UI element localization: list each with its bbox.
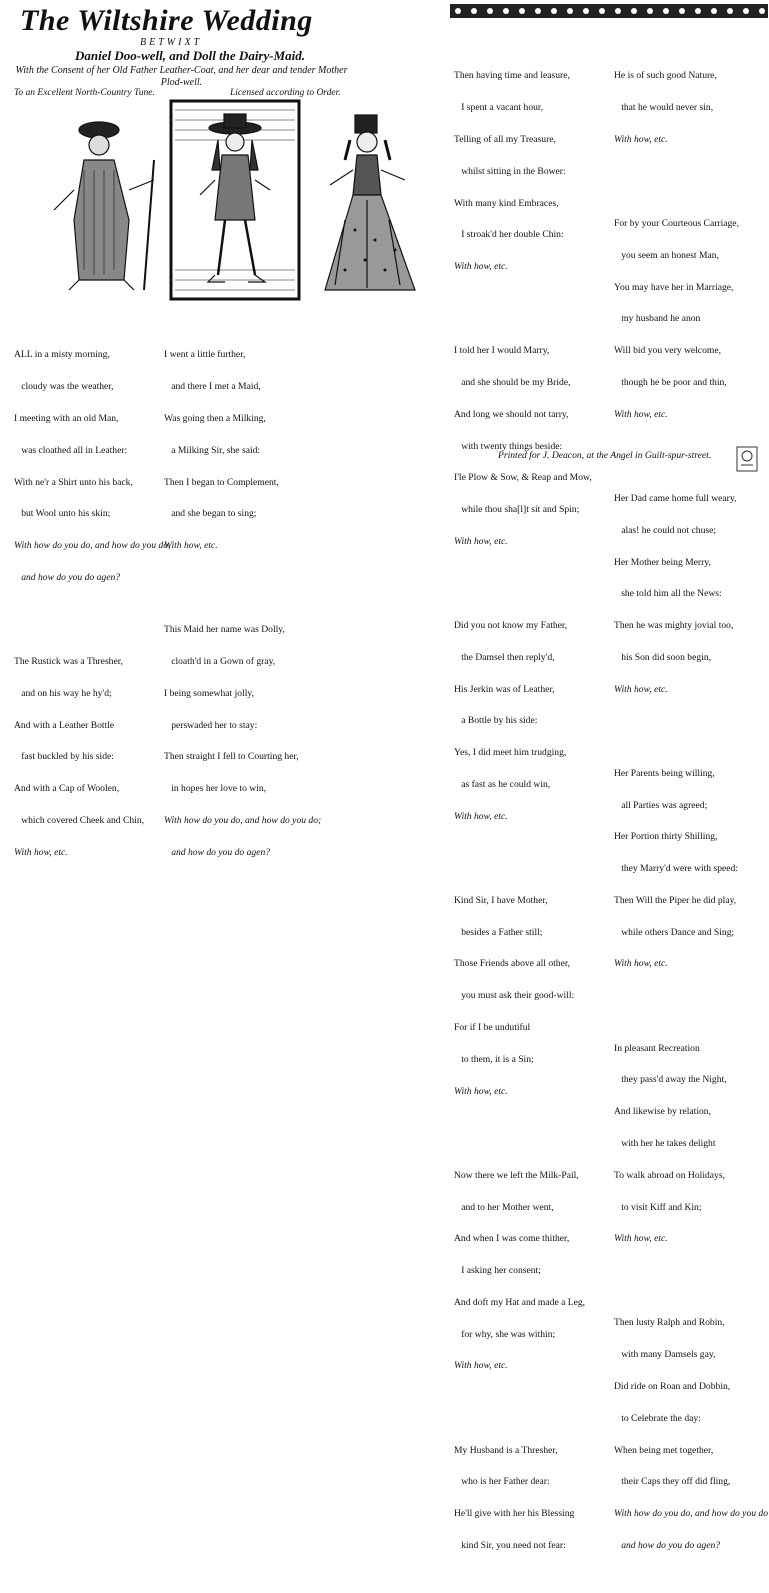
printer-imprint: Printed for J. Deacon, at the Angel in Guilt-spur-street.: [498, 450, 712, 461]
stanza: [614, 473, 766, 717]
verse-line: their Caps they off did fling,: [614, 1476, 731, 1488]
stanza: [614, 1297, 769, 1572]
verse-line: and she should be my Bride,: [454, 377, 571, 388]
verse-line: to Celebrate the day:: [614, 1412, 701, 1424]
verse-line: And likewise by relation,: [614, 1106, 711, 1118]
refrain-line: With how, etc.: [454, 1360, 508, 1372]
ballad-subtitle: Daniel Doo-well, and Doll the Dairy-Maid.: [74, 48, 306, 63]
stanza: [614, 748, 766, 992]
verse-line: I asking her consent;: [454, 1265, 541, 1277]
stanza: [614, 50, 766, 167]
stanza: [614, 198, 766, 442]
verse-line: fast buckled by his side:: [14, 751, 114, 763]
verse-line: Will bid you very welcome,: [614, 345, 721, 357]
verse-line: Then having time and leasure,: [454, 70, 570, 82]
ornament-border: [450, 2, 768, 24]
verse-line: The Rustick was a Thresher,: [14, 656, 123, 667]
verse-line: Then I began to Complement,: [164, 476, 279, 488]
refrain-line: and how do you do agen?: [14, 571, 121, 583]
verse-line: For if I be undutiful: [454, 1022, 531, 1034]
verse-line: His Jerkin was of Leather,: [454, 683, 555, 695]
refrain-line: With how do you do, and how do you do: [614, 1508, 769, 1520]
verse-line: they pass'd away the Night,: [614, 1074, 727, 1086]
verse-line: And long we should not tarry,: [454, 408, 569, 420]
verse-line: a Milking Sir, she said:: [164, 444, 261, 456]
refrain-line: and how do you do agen?: [614, 1539, 721, 1551]
verse-line: Yes, I did meet him trudging,: [454, 747, 567, 759]
verse-line: with many Damsels gay,: [614, 1349, 716, 1361]
licensed-line: Licensed according to Order.: [230, 88, 341, 98]
verse-line: the Damsel then reply'd,: [454, 651, 555, 663]
stanza: [454, 875, 614, 1119]
verse-line: alas! he could not chuse;: [614, 524, 717, 536]
ballad-title: The Wiltshire Wedding: [20, 4, 313, 37]
woodcut-man-in-hat: [170, 100, 300, 300]
verse-line: with her he takes delight: [614, 1137, 716, 1149]
verse-line: He'll give with her his Blessing: [454, 1508, 575, 1520]
stanza: [614, 1022, 766, 1266]
verse-line: To walk abroad on Holidays,: [614, 1169, 725, 1181]
verse-line: Those Friends above all other,: [454, 958, 571, 970]
refrain-line: With how, etc.: [614, 133, 668, 145]
refrain-line: With how, etc.: [14, 846, 68, 858]
stanza: [454, 325, 614, 569]
verse-line: though he be poor and thin,: [614, 377, 727, 388]
verse-line: I stroak'd her double Chin:: [454, 229, 564, 241]
verse-line: And with a Leather Bottle: [14, 719, 115, 731]
column-2: [164, 308, 339, 900]
verse-line: And doft my Hat and made a Leg,: [454, 1296, 586, 1308]
stanza: [14, 636, 164, 880]
verse-line: cloath'd in a Gown of gray,: [164, 656, 276, 667]
refrain-line: With how, etc.: [614, 958, 668, 970]
verse-line: I'le Plow & Sow, & Reap and Mow,: [454, 472, 592, 484]
refrain-line: With how do you do, and how do you do;: [164, 814, 322, 826]
verse-line: Then he was mighty jovial too,: [614, 620, 734, 632]
verse-line: and there I met a Maid,: [164, 381, 261, 393]
refrain-line: With how, etc.: [454, 261, 508, 273]
column-4: [614, 29, 769, 1593]
verse-line: This Maid her name was Dolly,: [164, 624, 285, 636]
verse-line: Kind Sir, I have Mother,: [454, 894, 548, 906]
verse-line: I spent a vacant hour,: [454, 102, 544, 114]
verse-line: all Parties was agreed;: [614, 799, 708, 811]
stanza: [164, 329, 339, 573]
refrain-line: With how, etc.: [454, 1085, 508, 1097]
verse-line: In pleasant Recreation: [614, 1042, 700, 1054]
verse-line: When being met together,: [614, 1444, 714, 1456]
verse-line: cloudy was the weather,: [14, 381, 114, 393]
verse-line: you must ask their good-will:: [454, 990, 575, 1002]
consent-line: With the Consent of her Old Father Leather-Coat, and her dear and tender Mother Plod-well.: [15, 65, 348, 88]
verse-line: For by your Courteous Carriage,: [614, 218, 739, 230]
verse-line: You may have her in Marriage,: [614, 281, 734, 293]
refrain-line: With how, etc.: [614, 1233, 668, 1245]
verse-line: Telling of all my Treasure,: [454, 133, 556, 145]
verse-line: with twenty things beside:: [454, 440, 563, 452]
verse-line: a Bottle by his side:: [454, 715, 538, 727]
column-3: [454, 29, 614, 1593]
verse-line: in hopes her love to win,: [164, 783, 267, 795]
verse-line: Then Will the Piper he did play,: [614, 894, 737, 906]
verse-line: to visit Kiff and Kin;: [614, 1201, 702, 1213]
verse-line: whilst sitting in the Bower:: [454, 165, 566, 177]
verse-line: as fast as he could win,: [454, 778, 551, 790]
refrain-line: With how do you do, and how do you do,: [14, 540, 171, 552]
verse-line: and she began to sing;: [164, 508, 257, 520]
verse-line: Her Mother being Merry,: [614, 556, 711, 568]
tune-line: To an Excellent North-Country Tune.: [14, 88, 155, 98]
verse-line: Her Parents being willing,: [614, 767, 715, 779]
verse-line: I meeting with an old Man,: [14, 412, 119, 424]
betwixt-label: BETWIXT: [140, 37, 203, 48]
verse-line: Her Dad came home full weary,: [614, 492, 737, 504]
verse-line: Her Portion thirty Shilling,: [614, 831, 718, 843]
verse-line: to them, it is a Sin;: [454, 1053, 534, 1065]
verse-line: perswaded her to stay:: [164, 719, 258, 731]
verse-line: his Son did soon begin,: [614, 651, 712, 663]
refrain-line: With how, etc.: [164, 540, 218, 552]
verse-line: my husband he anon: [614, 313, 701, 325]
verse-line: she told him all the News:: [614, 588, 722, 600]
verse-line: Then lusty Ralph and Robin,: [614, 1317, 725, 1329]
verse-line: but Wool unto his skin;: [14, 508, 111, 520]
verse-line: that he would never sin,: [614, 102, 714, 114]
verse-line: And when I was come thither,: [454, 1233, 570, 1245]
library-stamp-icon: [736, 446, 758, 472]
verse-line: I being somewhat jolly,: [164, 687, 254, 699]
verse-line: and to her Mother went,: [454, 1201, 554, 1213]
verse-line: I went a little further,: [164, 349, 246, 361]
stanza: [454, 50, 614, 294]
verse-line: My Husband is a Thresher,: [454, 1444, 558, 1456]
woodcut-man-with-staff: [14, 100, 164, 295]
verse-line: And with a Cap of Woolen,: [14, 783, 120, 795]
verse-line: they Marry'd were with speed:: [614, 863, 739, 875]
stanza: [454, 1424, 614, 1572]
verse-line: ALL in a misty morning,: [14, 349, 110, 361]
refrain-line: With how, etc.: [454, 810, 508, 822]
stanza: [454, 1150, 614, 1394]
stanza: [164, 604, 339, 879]
verse-line: and on his way he hy'd;: [14, 687, 112, 699]
verse-line: besides a Father still;: [454, 926, 543, 938]
verse-line: you seem an honest Man,: [614, 249, 719, 261]
verse-line: Then straight I fell to Courting her,: [164, 751, 299, 763]
verse-line: With many kind Embraces,: [454, 197, 559, 209]
stanza: [14, 329, 171, 604]
refrain-line: and how do you do agen?: [164, 846, 271, 858]
column-1: [14, 308, 171, 900]
refrain-line: With how, etc.: [454, 535, 508, 547]
verse-line: Did you not know my Father,: [454, 620, 568, 632]
verse-line: while others Dance and Sing;: [614, 926, 735, 938]
verse-line: Was going then a Milking,: [164, 412, 266, 424]
verse-line: which covered Cheek and Chin,: [14, 814, 145, 826]
verse-line: while thou sha[l]t sit and Spin;: [454, 504, 580, 516]
woodcut-woman-in-gown: [305, 100, 445, 295]
refrain-line: With how, etc.: [614, 683, 668, 695]
verse-line: Did ride on Roan and Dobbin,: [614, 1381, 731, 1393]
refrain-line: With how, etc.: [614, 408, 668, 420]
verse-line: With ne'r a Shirt unto his back,: [14, 476, 133, 488]
stanza: [454, 600, 614, 844]
verse-line: who is her Father dear:: [454, 1476, 550, 1488]
verse-line: was cloathed all in Leather:: [14, 444, 128, 456]
verse-line: I told her I would Marry,: [454, 345, 550, 357]
verse-line: for why, she was within;: [454, 1328, 556, 1340]
verse-line: He is of such good Nature,: [614, 70, 717, 82]
verse-line: Now there we left the Milk-Pail,: [454, 1169, 579, 1181]
verse-line: kind Sir, you need not fear:: [454, 1539, 566, 1551]
